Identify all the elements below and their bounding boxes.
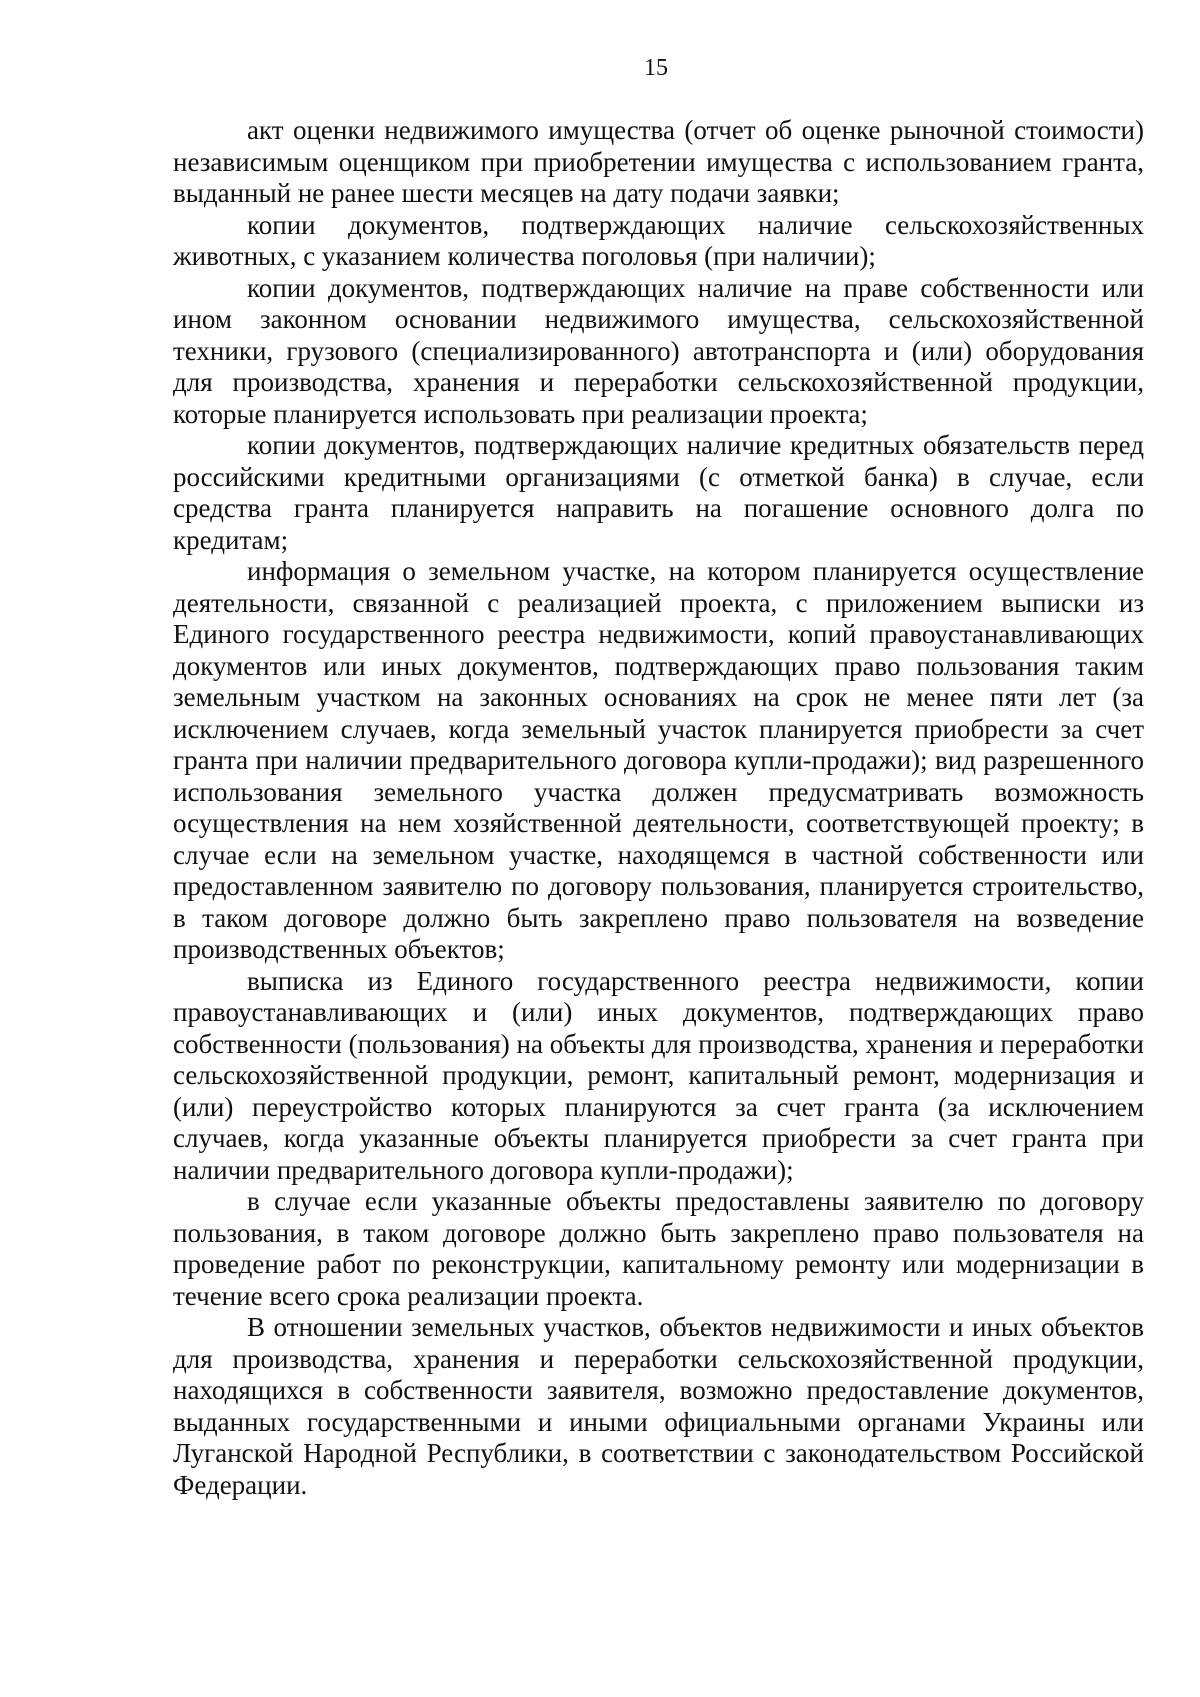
paragraph-property-documents: копии документов, подтверждающих наличие на праве собственности или ином законном основании недвижимого имущества, сельскохозяйственной техники, грузового (специализированного) автотранспорта и (или) оборудования для производства, хранения и переработки сельскохозяйственной продукции, которые планируется использовать при реализации проекта; (173, 272, 1144, 429)
paragraph-foreign-documents: В отношении земельных участков, объектов недвижимости и иных объектов для производства, хранения и переработки сельскохозяйственной продукции, находящихся в собственности заявителя, возможно предоставление документов, выданных государственными и иными официальными органами Украины или Луганской Народной Республики, в соответствии с законодательством Российской Федерации. (173, 1312, 1144, 1500)
paragraph-appraisal-act: акт оценки недвижимого имущества (отчет об оценке рыночной стоимости) независимым оценщиком при приобретении имущества с использованием гранта, выданный не ранее шести месяцев на дату подачи заявки; (173, 115, 1144, 208)
page-number: 15 (644, 55, 668, 81)
paragraph-livestock-documents: копии документов, подтверждающих наличие сельскохозяйственных животных, с указанием количества поголовья (при наличии); (173, 209, 1144, 271)
paragraph-registry-extract: выписка из Единого государственного реестра недвижимости, копии правоустанавливающих и (или) иных документов, подтверждающих право собственности (пользования) на объекты для производства, хранения и переработки сельскохозяйственной продукции, ремонт, капитальный ремонт, модернизация и (или) переустройство которых планируются за счет гранта (за исключением случаев, когда указанные объекты планируется приобрести за счет гранта при наличии предварительного договора купли-продажи); (173, 965, 1144, 1185)
paragraph-credit-obligations: копии документов, подтверждающих наличие кредитных обязательств перед российскими кредитными организациями (с отметкой банка) в случае, если средства гранта планируется направить на погашение основного долга по кредитам; (173, 430, 1144, 555)
paragraph-land-plot-information: информация о земельном участке, на котором планируется осуществление деятельности, связанной с реализацией проекта, с приложением выписки из Единого государственного реестра недвижимости, копий правоустанавливающих документов или иных документов, подтверждающих право пользования таким земельным участком на законных основаниях на срок не менее пяти лет (за исключением случаев, когда земельный участок планируется приобрести за счет гранта при наличии предварительного договора купли-продажи); вид разрешенного использования земельного участка должен предусматривать возможность осуществления на нем хозяйственной деятельности, соответствующей проекту; в случае если на земельном участке, находящемся в частной собственности или предоставленном заявителю по договору пользования, планируется строительство, в таком договоре должно быть закреплено право пользователя на возведение производственных объектов; (173, 556, 1144, 964)
paragraph-usage-agreement: в случае если указанные объекты предоставлены заявителю по договору пользования, в таком договоре должно быть закреплено право пользователя на проведение работ по реконструкции, капитальному ремонту или модернизации в течение всего срока реализации проекта. (173, 1186, 1144, 1311)
document-body (173, 115, 1144, 1501)
